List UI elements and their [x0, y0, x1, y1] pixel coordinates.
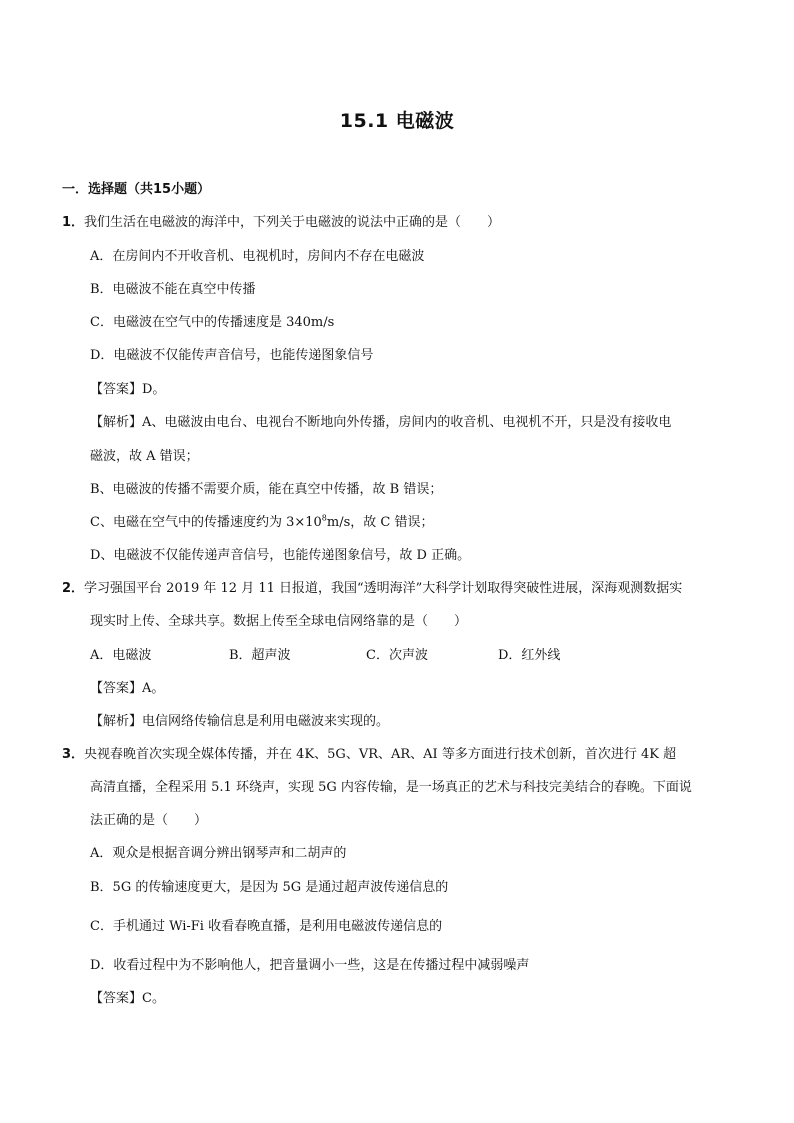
- option-d: D．电磁波不仅能传声音信号，也能传递图象信号: [90, 348, 374, 363]
- answer: 【答案】C。: [90, 991, 165, 1006]
- option-c: C．手机通过 Wi-Fi 收看春晚直播，是利用电磁波传递信息的: [90, 919, 443, 934]
- section-heading: 一．选择题（共15小题）: [62, 182, 211, 197]
- question-stem: 央视春晚首次实现全媒体传播，并在 4K、5G、VR、AR、AI 等多方面进行技术创新，首次进行 4K 超: [84, 747, 677, 762]
- question-1: [62, 214, 500, 232]
- option-b: B．电磁波不能在真空中传播: [90, 282, 256, 297]
- option-d: D．收看过程中为不影响他人，把音量调小一些，这是在传播过程中减弱噪声: [90, 958, 530, 973]
- analysis-line: B、电磁波的传播不需要介质，能在真空中传播，故 B 错误；: [90, 482, 443, 497]
- exponent: 8: [321, 513, 327, 523]
- option-b: B．5G 的传输速度更大，是因为 5G 是通过超声波传递信息的: [90, 880, 449, 895]
- option-a: A．观众是根据音调分辨出钢琴声和二胡声的: [90, 846, 347, 861]
- analysis-line: [90, 514, 433, 532]
- analysis-line: 磁波，故 A 错误；: [90, 449, 199, 464]
- option-c: C．电磁波在空气中的传播速度是 340m/s: [90, 315, 335, 330]
- option-c: C．次声波: [366, 648, 428, 663]
- analysis-text: C、电磁在空气中的传播速度约为 3×10: [90, 515, 322, 530]
- question-stem-line: 现实时上传、全球共享。数据上传至全球电信网络靠的是（ ）: [90, 614, 468, 629]
- question-number: 1．: [62, 215, 85, 230]
- question-stem-line: 高清直播，全程采用 5.1 环绕声，实现 5G 内容传输，是一场真正的艺术与科技完美结合的春晚。下面说: [90, 780, 692, 795]
- question-2: [62, 580, 682, 598]
- question-number: 2．: [62, 581, 85, 596]
- question-number: 3．: [62, 747, 85, 762]
- analysis-line: D、电磁波不仅能传递声音信号，也能传递图象信号，故 D 正确。: [90, 548, 471, 563]
- answer: 【答案】A。: [90, 681, 165, 696]
- question-3: [62, 746, 676, 764]
- option-d: D．红外线: [498, 648, 561, 663]
- question-stem-line: 法正确的是（ ）: [90, 813, 208, 828]
- option-b: B．超声波: [229, 648, 291, 663]
- question-stem: 我们生活在电磁波的海洋中，下列关于电磁波的说法中正确的是（ ）: [84, 215, 501, 230]
- analysis-text: m/s，故 C 错误；: [326, 515, 434, 530]
- question-stem: 学习强国平台 2019 年 12 月 11 日报道，我国“透明海洋”大科学计划取得突破性进展，深海观测数据实: [84, 581, 683, 596]
- option-a: A．电磁波: [90, 648, 152, 663]
- answer: 【答案】D。: [90, 382, 166, 397]
- analysis-line: 【解析】A、电磁波由电台、电视台不断地向外传播，房间内的收音机、电视机不开，只是没有接收电: [90, 415, 672, 430]
- analysis-line: 【解析】电信网络传输信息是利用电磁波来实现的。: [90, 714, 390, 729]
- option-a: A．在房间内不开收音机、电视机时，房间内不存在电磁波: [90, 249, 425, 264]
- page-title: 15.1 电磁波: [339, 110, 455, 132]
